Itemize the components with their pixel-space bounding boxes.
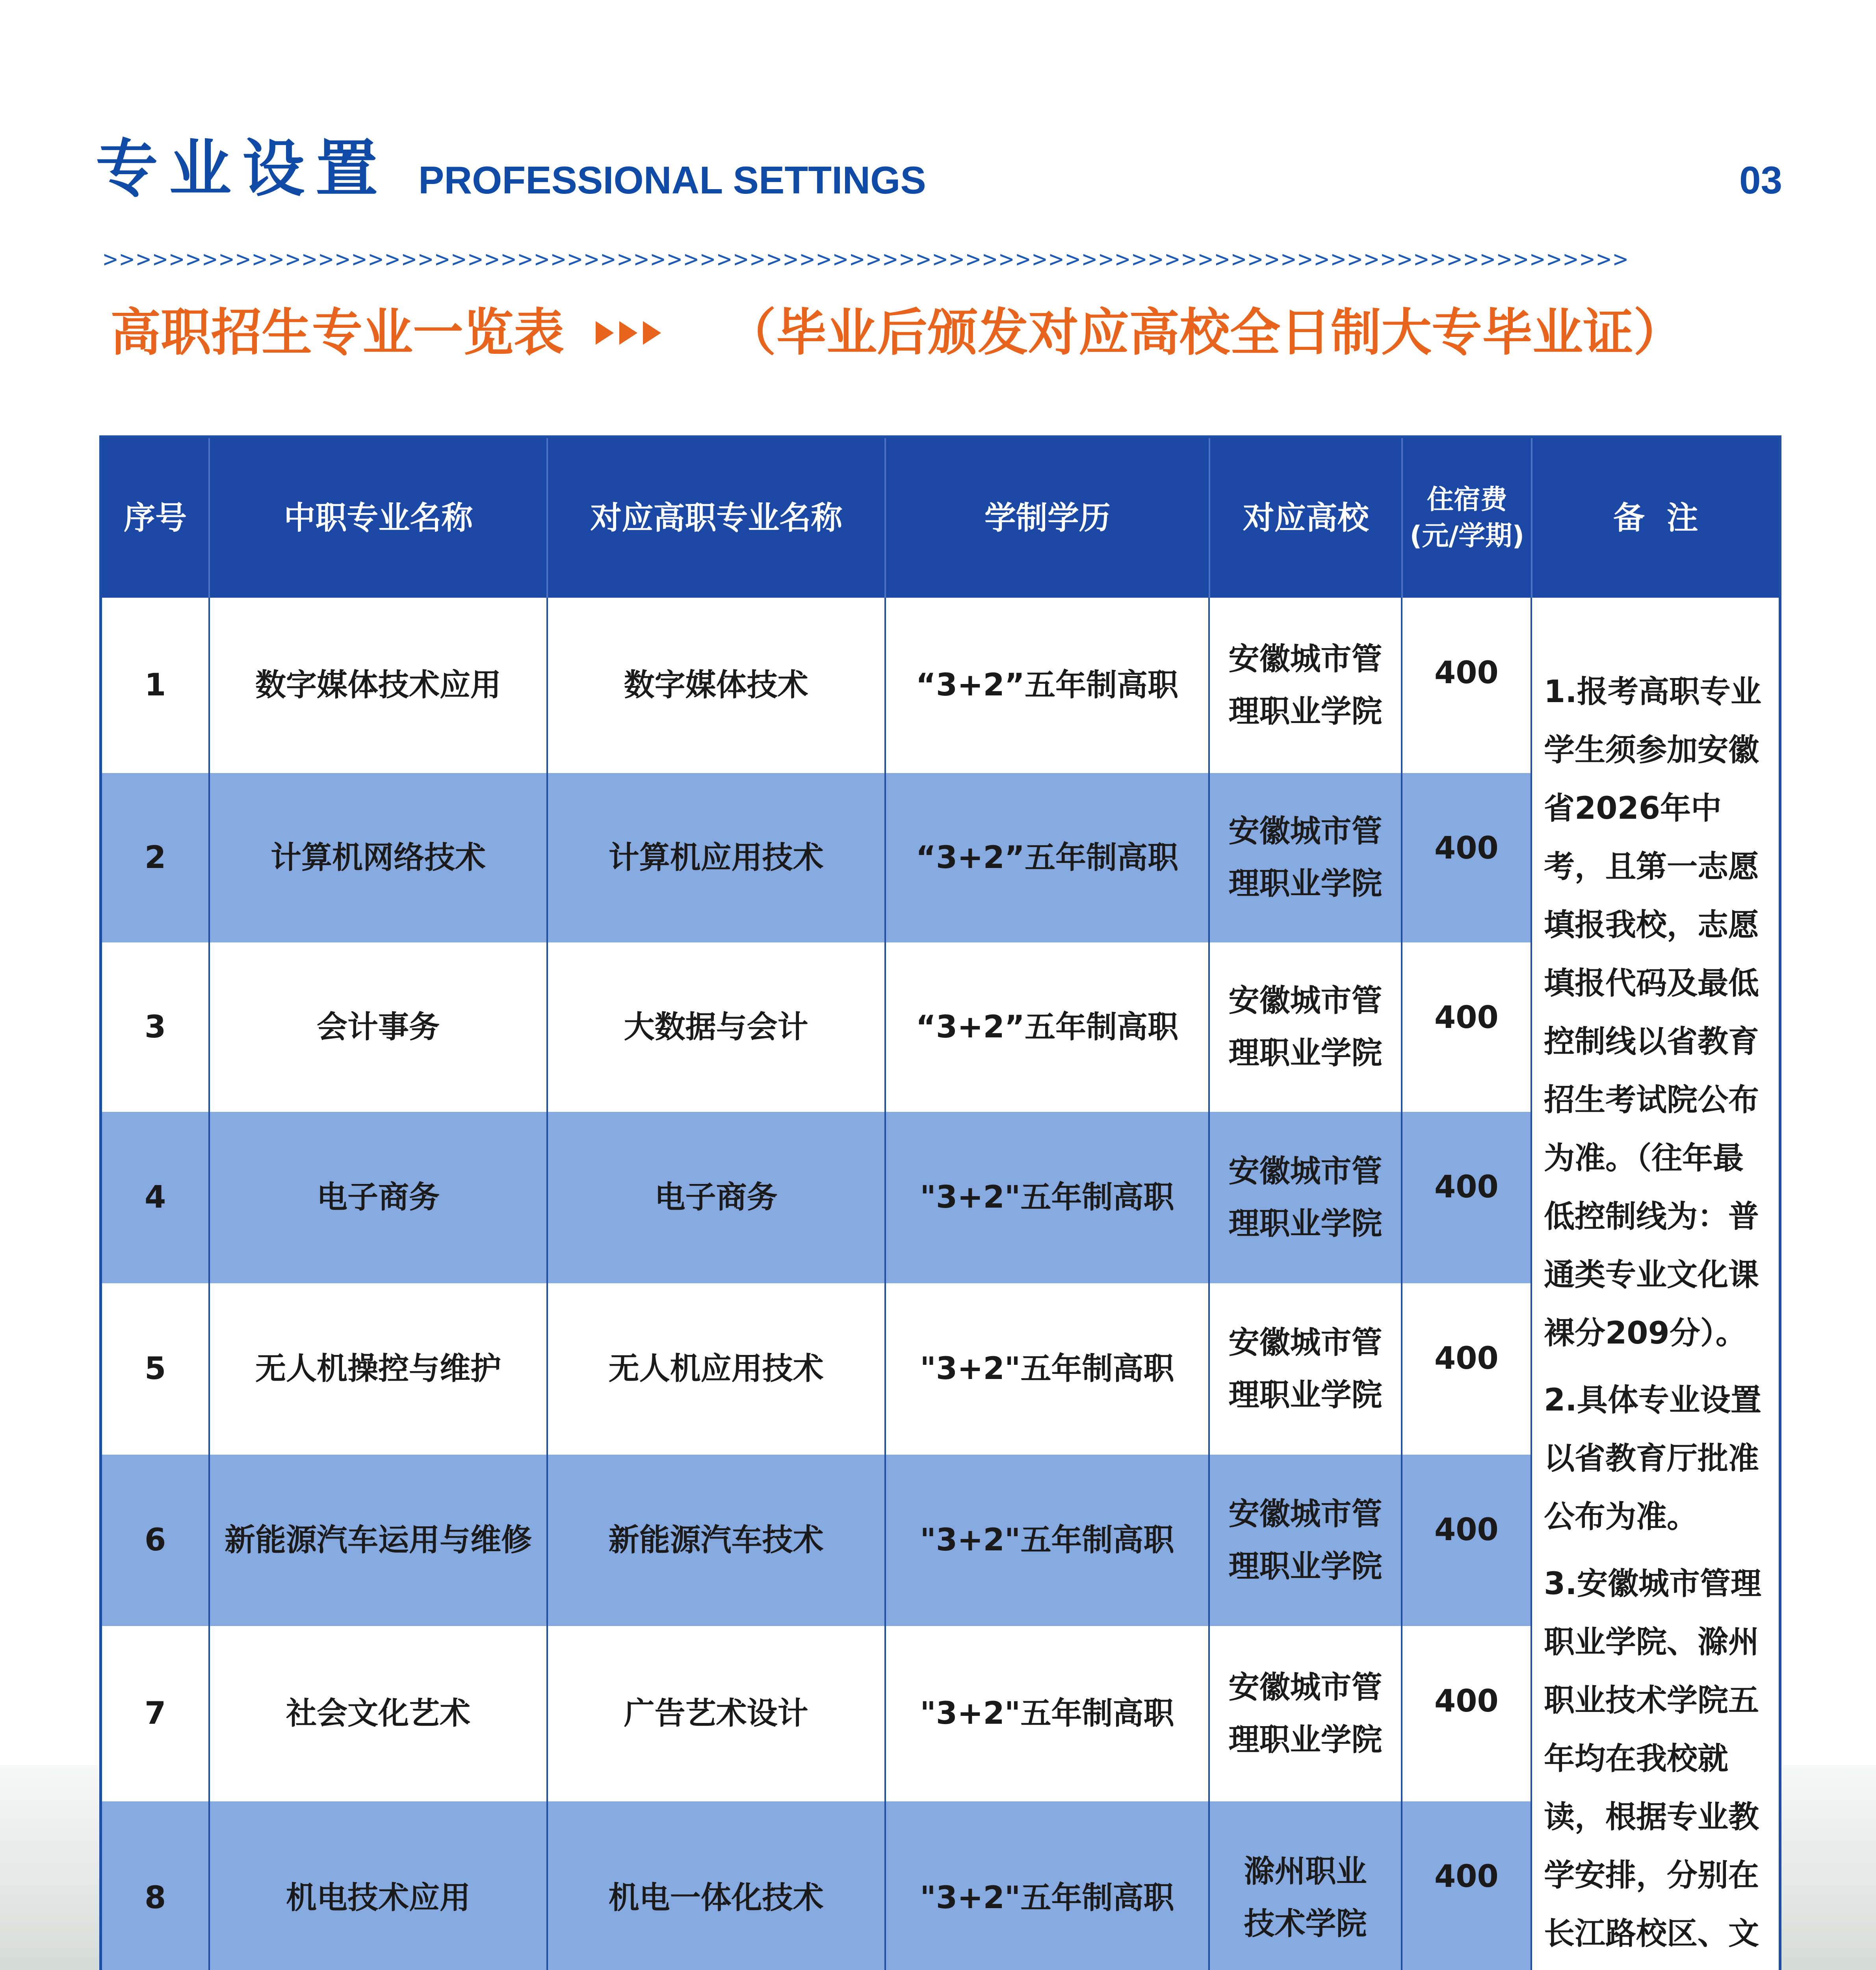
cell-higher-major: 电子商务 (548, 1112, 886, 1283)
cell-system: “3+2”五年制高职 (886, 598, 1210, 773)
cell-fee: 400 (1402, 1112, 1532, 1283)
cell-higher-major: 数字媒体技术 (548, 598, 886, 773)
remark-item: 1.报考高职专业学生须参加安徽省2026年中考，且第一志愿填报我校，志愿填报代码及最低控制线以省教育招生考试院公布为准。（往年最低控制线为：普通类专业文化课裸分209分）。 (1544, 674, 1761, 1351)
cell-fee: 400 (1402, 1283, 1532, 1455)
cell-major: 电子商务 (210, 1112, 548, 1283)
table-row (102, 773, 1532, 942)
cell-major: 数字媒体技术应用 (210, 598, 548, 773)
cell-fee: 400 (1402, 1455, 1532, 1626)
table-row (102, 598, 1532, 773)
page-title-english: PROFESSIONAL SETTINGS (418, 158, 926, 202)
cell-college: 安徽城市管 理职业学院 (1210, 942, 1402, 1112)
col-header-major: 中职专业名称 (210, 438, 548, 598)
cell-major: 机电技术应用 (210, 1801, 548, 1970)
section-title: 高职招生专业一览表 (110, 303, 565, 362)
remark-item: 3.安徽城市管理职业学院、滁州职业技术学院五年均在我校就读，根据专业教学安排，分别在长江路校区、文 (1544, 1566, 1761, 1951)
cell-no: 2 (102, 773, 210, 942)
cell-system: "3+2"五年制高职 (886, 1112, 1210, 1283)
cell-college: 安徽城市管 理职业学院 (1210, 598, 1402, 773)
section-note: （毕业后颁发对应高校全日制大专毕业证） (726, 303, 1684, 362)
cell-college: 滁州职业 技术学院 (1210, 1801, 1402, 1970)
table-header (102, 438, 1779, 598)
remark-item: 2.具体专业设置以省教育厅批准公布为准。 (1544, 1383, 1761, 1535)
table-row (102, 942, 1532, 1112)
cell-system: "3+2"五年制高职 (886, 1801, 1210, 1970)
col-header-fee: 住宿费 (元/学期) (1403, 438, 1532, 598)
cell-no: 4 (102, 1112, 210, 1283)
section-heading (110, 303, 1684, 362)
page-number: 03 (1739, 158, 1782, 202)
cell-higher-major: 计算机应用技术 (548, 773, 886, 942)
triple-arrow-icon (596, 321, 667, 345)
cell-major: 社会文化艺术 (210, 1626, 548, 1801)
cell-fee: 400 (1402, 773, 1532, 942)
cell-fee: 400 (1402, 1626, 1532, 1801)
table-row (102, 1112, 1532, 1283)
cell-system: "3+2"五年制高职 (886, 1283, 1210, 1455)
cell-higher-major: 新能源汽车技术 (548, 1455, 886, 1626)
cell-higher-major: 大数据与会计 (548, 942, 886, 1112)
table-row (102, 1455, 1532, 1626)
table-row (102, 1283, 1532, 1455)
cell-no: 7 (102, 1626, 210, 1801)
cell-system: “3+2”五年制高职 (886, 773, 1210, 942)
cell-college: 安徽城市管 理职业学院 (1210, 1455, 1402, 1626)
arrow-divider: >>>>>>>>>>>>>>>>>>>>>>>>>>>>>>>>>>>>>>>>>>>>>>>>>>>>>>>>>>>>>>>>>>>>>>>>>>>>>>>>>>>>>>>>>>>> (103, 247, 1630, 271)
cell-college: 安徽城市管 理职业学院 (1210, 773, 1402, 942)
cell-college: 安徽城市管 理职业学院 (1210, 1112, 1402, 1283)
remarks-cell (1532, 598, 1779, 1970)
cell-major: 会计事务 (210, 942, 548, 1112)
col-header-higher-major: 对应高职专业名称 (548, 438, 886, 598)
cell-college: 安徽城市管 理职业学院 (1210, 1626, 1402, 1801)
cell-system: “3+2”五年制高职 (886, 942, 1210, 1112)
cell-system: "3+2"五年制高职 (886, 1626, 1210, 1801)
cell-no: 3 (102, 942, 210, 1112)
col-header-no: 序号 (102, 438, 210, 598)
majors-table (99, 435, 1781, 1970)
cell-no: 5 (102, 1283, 210, 1455)
cell-major: 无人机操控与维护 (210, 1283, 548, 1455)
table-rows (102, 598, 1532, 1970)
col-header-college: 对应高校 (1210, 438, 1403, 598)
cell-major: 新能源汽车运用与维修 (210, 1455, 548, 1626)
table-body (102, 598, 1779, 1970)
cell-higher-major: 机电一体化技术 (548, 1801, 886, 1970)
table-row (102, 1801, 1532, 1970)
cell-no: 1 (102, 598, 210, 773)
cell-no: 8 (102, 1801, 210, 1970)
table-row (102, 1626, 1532, 1801)
cell-higher-major: 广告艺术设计 (548, 1626, 886, 1801)
cell-fee: 400 (1402, 1801, 1532, 1970)
page-title: 专业设置 (96, 133, 389, 205)
cell-fee: 400 (1402, 598, 1532, 773)
cell-fee: 400 (1402, 942, 1532, 1112)
cell-college: 安徽城市管 理职业学院 (1210, 1283, 1402, 1455)
cell-major: 计算机网络技术 (210, 773, 548, 942)
cell-higher-major: 无人机应用技术 (548, 1283, 886, 1455)
cell-no: 6 (102, 1455, 210, 1626)
col-header-remarks: 备 注 (1613, 499, 1698, 536)
cell-system: "3+2"五年制高职 (886, 1455, 1210, 1626)
col-header-system: 学制学历 (886, 438, 1210, 598)
